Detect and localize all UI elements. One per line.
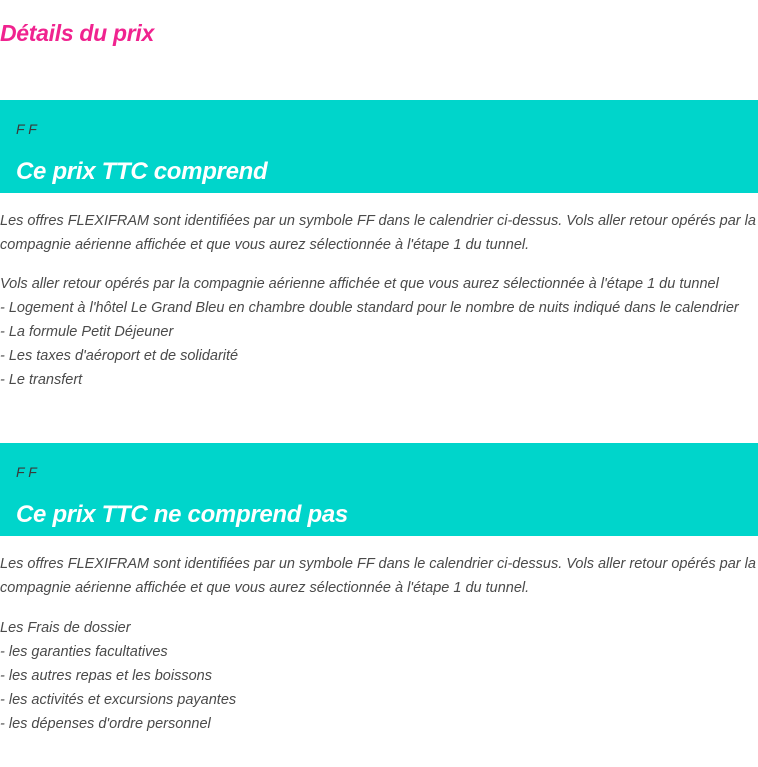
intro-paragraph-included — [0, 209, 756, 257]
list-item: - les dépenses d'ordre personnel — [0, 716, 211, 732]
list-item: - La formule Petit Déjeuner — [0, 324, 174, 340]
page-title: Détails du prix — [0, 20, 154, 46]
included-list — [0, 272, 750, 392]
list-item: - Les taxes d'aéroport et de solidarité — [0, 348, 239, 364]
flexifram-code: F F — [16, 121, 37, 137]
list-item: - les autres repas et les boissons — [0, 668, 212, 684]
intro-line: Les offres FLEXIFRAM sont identifiées par un symbole FF dans le calendrier ci-dessus. Vols aller retour opérés par la — [0, 213, 756, 229]
list-item: - les activités et excursions payantes — [0, 692, 237, 708]
section-title-not-included: Ce prix TTC ne comprend pas — [16, 501, 348, 528]
intro-line: Les offres FLEXIFRAM sont identifiées par un symbole FF dans le calendrier ci-dessus. Vols aller retour opérés par la — [0, 556, 756, 572]
section-header-not-included — [0, 443, 758, 536]
list-item: - les garanties facultatives — [0, 644, 168, 660]
intro-line: compagnie aérienne affichée et que vous aurez sélectionnée à l'étape 1 du tunnel. — [0, 580, 530, 596]
intro-line: compagnie aérienne affichée et que vous aurez sélectionnée à l'étape 1 du tunnel. — [0, 237, 530, 253]
section-title-included: Ce prix TTC comprend — [16, 158, 268, 185]
section-header-included — [0, 100, 758, 193]
list-item: Vols aller retour opérés par la compagnie aérienne affichée et que vous aurez sélectionnée à l'étape 1 du tunnel — [0, 276, 719, 292]
flexifram-code: F F — [16, 464, 37, 480]
list-item: - Logement à l'hôtel Le Grand Bleu en chambre double standard pour le nombre de nuits indiqué dans le calendrier — [0, 300, 739, 316]
list-item: Les Frais de dossier — [0, 620, 131, 636]
list-item: - Le transfert — [0, 372, 83, 388]
intro-paragraph-not-included — [0, 552, 756, 600]
not-included-list — [0, 616, 750, 736]
